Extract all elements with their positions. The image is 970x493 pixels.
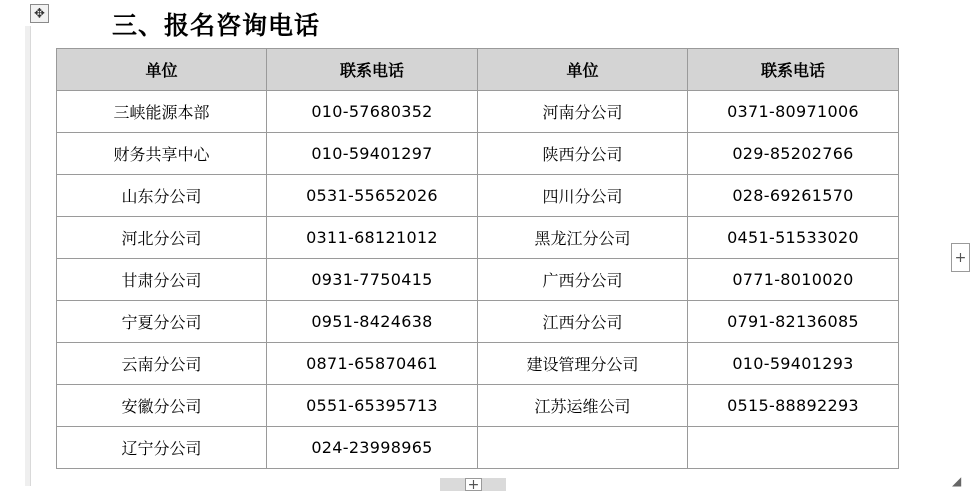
column-header-unit-1: 单位 xyxy=(57,49,267,91)
plus-icon: + xyxy=(954,249,967,266)
cell-unit[interactable]: 广西分公司 xyxy=(478,259,688,301)
cell-phone[interactable]: 0931-7750415 xyxy=(267,259,478,301)
table-row xyxy=(57,175,899,217)
column-header-phone-2: 联系电话 xyxy=(688,49,899,91)
cell-unit[interactable]: 江苏运维公司 xyxy=(478,385,688,427)
cell-unit[interactable]: 河南分公司 xyxy=(478,91,688,133)
cell-unit[interactable]: 宁夏分公司 xyxy=(57,301,267,343)
column-header-phone-1: 联系电话 xyxy=(267,49,478,91)
table-row xyxy=(57,259,899,301)
cell-phone[interactable]: 029-85202766 xyxy=(688,133,899,175)
table-row xyxy=(57,133,899,175)
table-row xyxy=(57,91,899,133)
cell-unit[interactable]: 江西分公司 xyxy=(478,301,688,343)
cell-unit[interactable]: 河北分公司 xyxy=(57,217,267,259)
table-row xyxy=(57,217,899,259)
cell-unit[interactable]: 黑龙江分公司 xyxy=(478,217,688,259)
cell-phone[interactable]: 0531-55652026 xyxy=(267,175,478,217)
cell-phone[interactable]: 028-69261570 xyxy=(688,175,899,217)
resize-handle-icon[interactable]: ◢ xyxy=(952,474,962,488)
table-row xyxy=(57,427,899,469)
cell-unit[interactable]: 三峡能源本部 xyxy=(57,91,267,133)
cell-unit[interactable]: 陕西分公司 xyxy=(478,133,688,175)
table-move-handle[interactable] xyxy=(30,4,49,23)
plus-icon: + xyxy=(467,476,480,493)
cell-phone[interactable]: 0771-8010020 xyxy=(688,259,899,301)
cell-unit[interactable]: 山东分公司 xyxy=(57,175,267,217)
cell-unit[interactable]: 财务共享中心 xyxy=(57,133,267,175)
cell-phone[interactable]: 0951-8424638 xyxy=(267,301,478,343)
left-ruler xyxy=(25,26,31,486)
contact-phone-table xyxy=(56,48,899,469)
contact-table-container xyxy=(56,48,899,469)
cell-unit[interactable]: 建设管理分公司 xyxy=(478,343,688,385)
cell-phone[interactable]: 0871-65870461 xyxy=(267,343,478,385)
column-header-unit-2: 单位 xyxy=(478,49,688,91)
cell-unit[interactable]: 甘肃分公司 xyxy=(57,259,267,301)
table-header-row xyxy=(57,49,899,91)
table-row xyxy=(57,301,899,343)
add-row-button[interactable] xyxy=(465,478,482,491)
cell-phone[interactable]: 010-59401297 xyxy=(267,133,478,175)
cell-unit[interactable]: 辽宁分公司 xyxy=(57,427,267,469)
cell-phone[interactable]: 0311-68121012 xyxy=(267,217,478,259)
cell-unit[interactable] xyxy=(478,427,688,469)
cell-unit[interactable]: 安徽分公司 xyxy=(57,385,267,427)
table-row xyxy=(57,343,899,385)
cell-unit[interactable]: 四川分公司 xyxy=(478,175,688,217)
cell-phone[interactable]: 0515-88892293 xyxy=(688,385,899,427)
cell-phone[interactable]: 010-59401293 xyxy=(688,343,899,385)
move-cross-icon: ✥ xyxy=(34,6,45,21)
cell-phone[interactable]: 010-57680352 xyxy=(267,91,478,133)
cell-phone[interactable]: 0371-80971006 xyxy=(688,91,899,133)
cell-phone[interactable]: 024-23998965 xyxy=(267,427,478,469)
add-column-button[interactable] xyxy=(951,243,970,272)
table-row xyxy=(57,385,899,427)
cell-phone[interactable]: 0551-65395713 xyxy=(267,385,478,427)
cell-phone[interactable]: 0791-82136085 xyxy=(688,301,899,343)
page-title: 三、报名咨询电话 xyxy=(112,11,321,40)
cell-unit[interactable]: 云南分公司 xyxy=(57,343,267,385)
cell-phone[interactable]: 0451-51533020 xyxy=(688,217,899,259)
cell-phone[interactable] xyxy=(688,427,899,469)
